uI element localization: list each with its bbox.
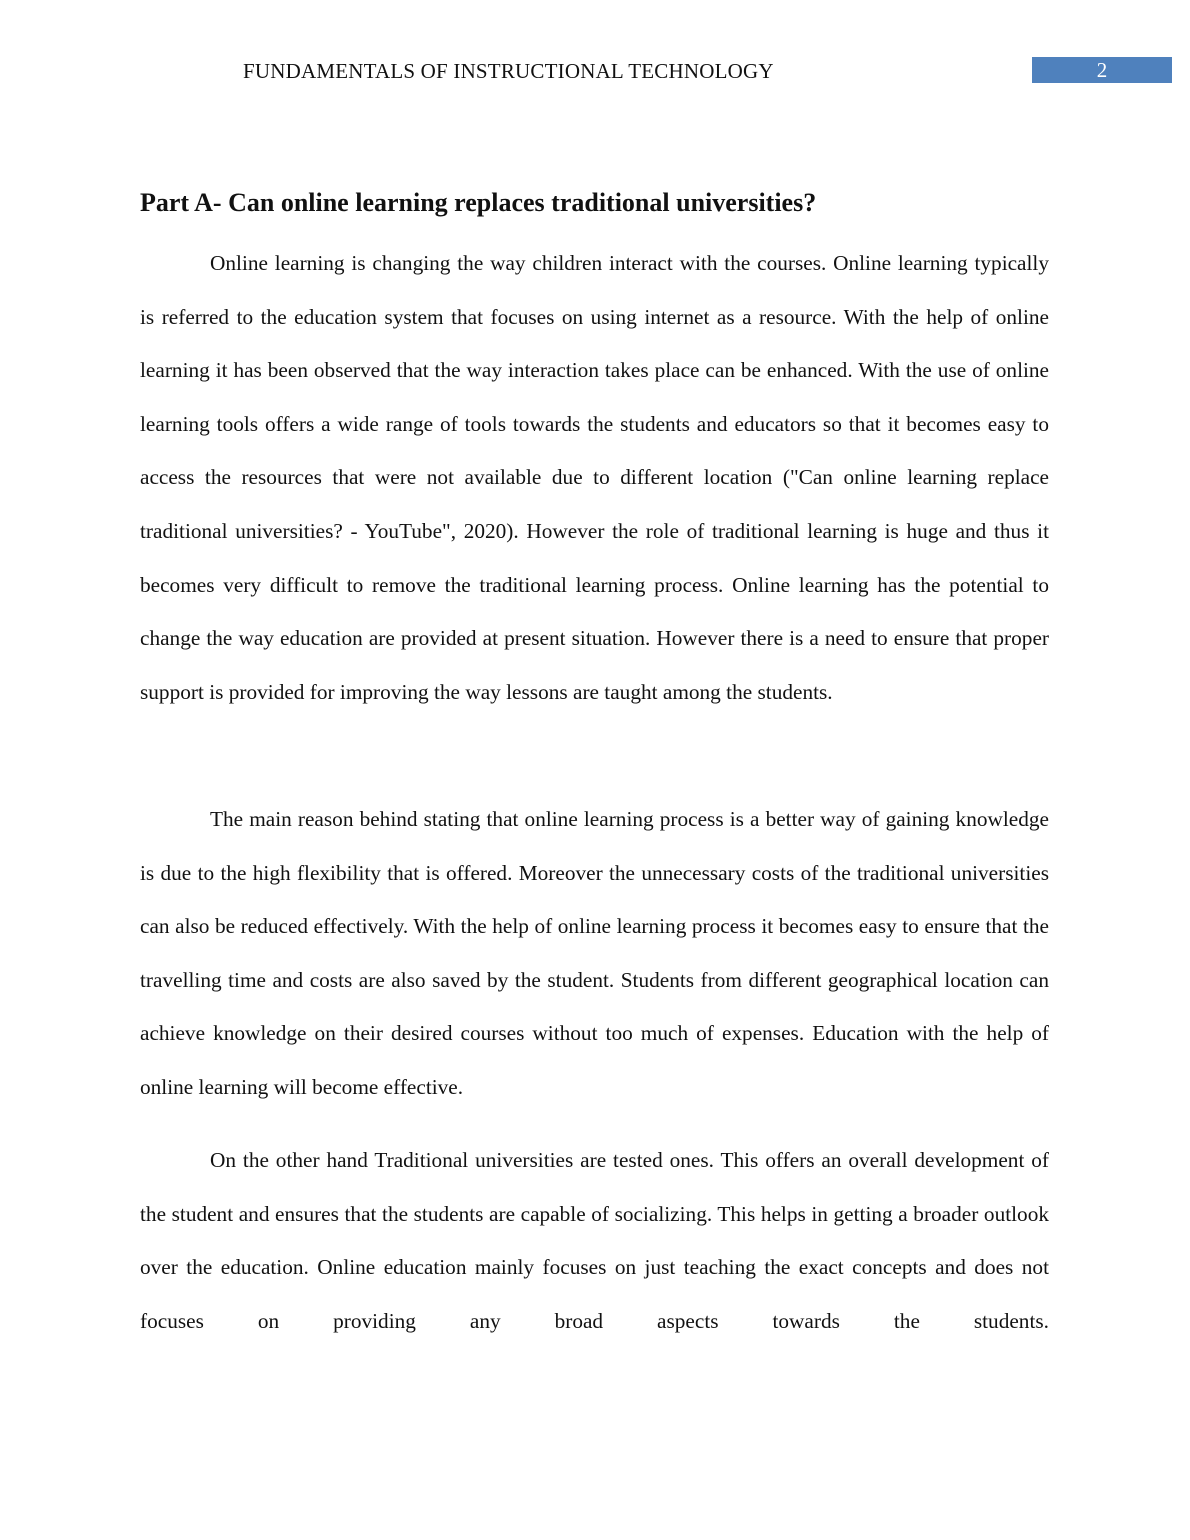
running-head: FUNDAMENTALS OF INSTRUCTIONAL TECHNOLOGY	[243, 59, 774, 83]
page-number: 2	[1032, 57, 1172, 83]
body-paragraph-3: On the other hand Traditional universities are tested ones. This offers an overall development of the student and ensures that the students are capable of socializing. This helps in getting a broader outlook over the education. Online education mainly focuses on just teaching the exact concepts and does not focuses on providing any broad aspects towards the students.	[140, 1148, 1049, 1333]
section-heading: Part A- Can online learning replaces traditional universities?	[140, 188, 817, 217]
body-paragraph-1: Online learning is changing the way children interact with the courses. Online learning typically is referred to the education system that focuses on using internet as a resource. With the help of online learning it has been observed that the way interaction takes place can be enhanced. With the use of online learning tools offers a wide range of tools towards the students and educators so that it becomes easy to access the resources that were not available due to different location ("Can online learning replace traditional universities? - YouTube", 2020). However the role of traditional learning is huge and thus it becomes very difficult to remove the traditional learning process. Online learning has the potential to change the way education are provided at present situation. However there is a need to ensure that proper support is provided for improving the way lessons are taught among the students.	[140, 251, 1049, 704]
body-paragraph-2: The main reason behind stating that online learning process is a better way of gaining knowledge is due to the high flexibility that is offered. Moreover the unnecessary costs of the traditional universities can also be reduced effectively. With the help of online learning process it becomes easy to ensure that the travelling time and costs are also saved by the student. Students from different geographical location can achieve knowledge on their desired courses without too much of expenses. Education with the help of online learning will become effective.	[140, 807, 1049, 1099]
